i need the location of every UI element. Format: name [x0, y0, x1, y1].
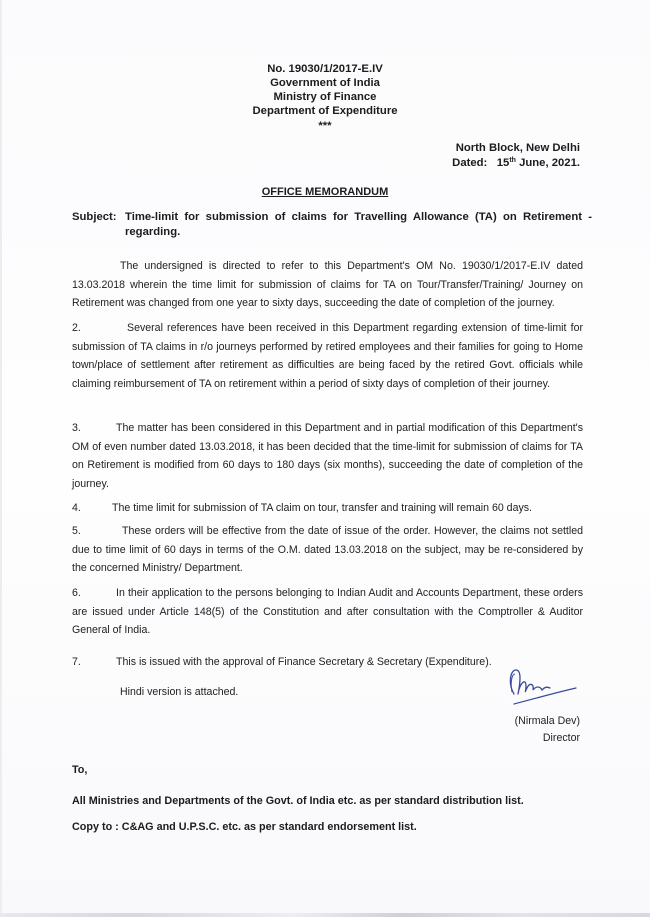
paragraph-2	[72, 319, 583, 393]
paragraph-number: 3.	[72, 422, 81, 434]
paragraph-text: The time limit for submission of TA claim on tour, transfer and training will remain 60 days.	[112, 502, 532, 514]
paragraph-1	[72, 257, 583, 313]
paragraph-number: 4.	[72, 502, 81, 514]
subject-label: Subject:	[72, 211, 117, 223]
memo-title: OFFICE MEMORANDUM	[261, 186, 389, 198]
paragraph-text: Several references have been received in this Department regarding extension of time-limit for submission of TA claims in r/o journeys performed by retired employees and their families for going to Home town/place of settlement after retirement as difficulties are being faced by the retired Govt. officials while claiming reimbursement of TA on retirement within a period of sixty days of completion of their journey.	[72, 322, 583, 390]
ministry-name: Ministry of Finance	[273, 91, 377, 103]
header-separator: ***	[318, 120, 332, 132]
dated-label: Dated:	[452, 156, 488, 169]
to-label: To,	[72, 764, 88, 776]
paragraph-text: In their application to the persons belonging to Indian Audit and Accounts Department, these orders are issued under Article 148(5) of the Constitution and after consultation with the Comptroller & Auditor General of India.	[72, 587, 583, 636]
subject-text: Time-limit for submission of claims for Travelling Allowance (TA) on Retirement - regarding.	[125, 211, 592, 238]
signatory-designation: Director	[542, 732, 580, 744]
scan-edge	[0, 913, 650, 917]
paragraph-text: The undersigned is directed to refer to this Department's OM No. 19030/1/2017-E.IV dated 13.03.2018 wherein the time limit for submission of claims for TA on Tour/Transfer/Training/ Journey on Retirement was changed from one year to sixty days, succeeding the date of completion of the journey.	[72, 260, 583, 309]
hindi-version-note: Hindi version is attached.	[120, 686, 239, 698]
paragraph-6	[72, 584, 583, 640]
date-day-suffix: th	[509, 156, 516, 164]
location: North Block, New Delhi	[455, 142, 580, 154]
place-and-date	[452, 141, 580, 170]
paragraph-text: This is issued with the approval of Finance Secretary & Secretary (Expenditure).	[116, 656, 492, 668]
paragraph-number: 7.	[72, 656, 81, 668]
paragraph-4	[72, 499, 583, 518]
paragraph-3	[72, 419, 583, 493]
paragraph-5	[72, 522, 583, 578]
date-day: 15	[496, 156, 510, 169]
paragraph-text: The matter has been considered in this Department and in partial modification of this Department's OM of even number dated 13.03.2018, it has been decided that the time-limit for submission of claims for TA on Retirement is modified from 60 days to 180 days (six months), succeeding the date of completion of the journey.	[72, 422, 583, 490]
signatory-name: (Nirmala Dev)	[514, 715, 580, 727]
date-month-year: June, 2021.	[519, 156, 580, 169]
file-number: No. 19030/1/2017-E.IV	[267, 63, 383, 75]
paragraph-number: 5.	[72, 525, 81, 537]
subject	[72, 210, 592, 240]
signatory-block	[515, 713, 580, 747]
department-name: Department of Expenditure	[252, 105, 398, 117]
scan-edge	[0, 0, 2, 917]
signature-icon	[500, 664, 580, 710]
date-line	[452, 156, 580, 171]
paragraph-number: 6.	[72, 587, 81, 599]
government-name: Government of India	[270, 77, 380, 89]
paragraph-text: These orders will be effective from the date of issue of the order. However, the claims not settled due to time limit of 60 days in terms of the O.M. dated 13.03.2018 on the subject, may be re-considered by the concerned Ministry/ Department.	[72, 525, 583, 574]
paragraph-number: 2.	[72, 322, 81, 334]
distribution-text: All Ministries and Departments of the Govt. of India etc. as per standard distribution list.	[72, 795, 524, 807]
copy-to-text: Copy to : C&AG and U.P.S.C. etc. as per standard endorsement list.	[72, 821, 417, 833]
